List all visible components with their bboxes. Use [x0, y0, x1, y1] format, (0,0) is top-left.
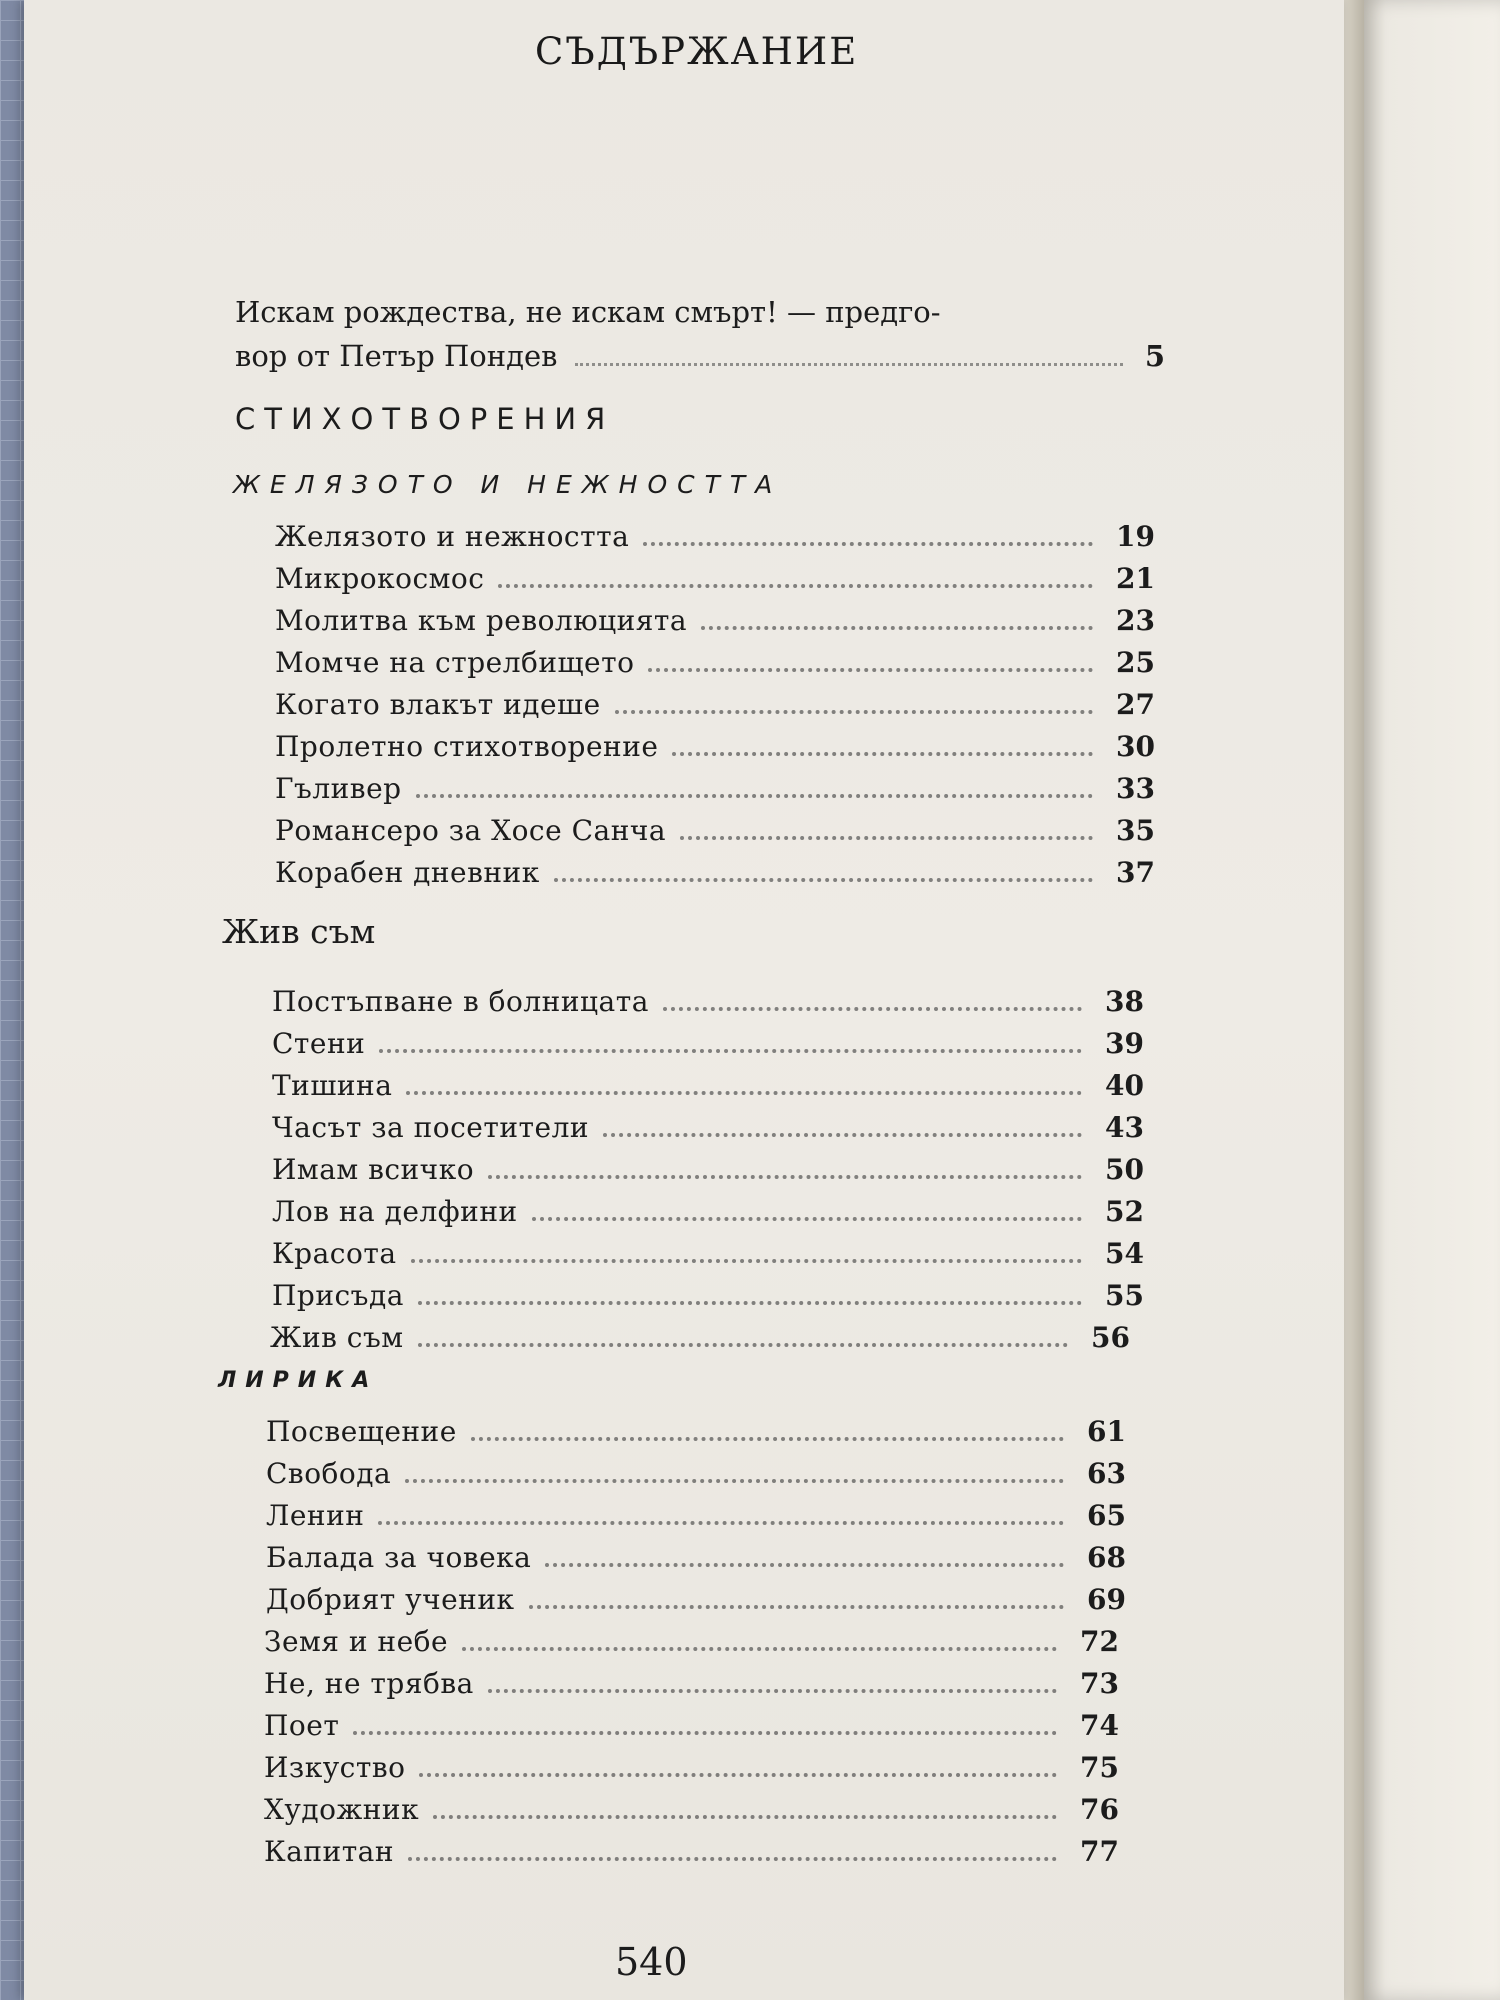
- dot-leader: [406, 1091, 1082, 1095]
- toc-entry-title: Постъпване в болницата: [272, 985, 649, 1018]
- page-folio: 540: [615, 1940, 688, 1984]
- toc-entry-page: 27: [1116, 688, 1155, 721]
- toc-entry: [275, 814, 1155, 856]
- toc-entry: [275, 520, 1155, 562]
- dot-leader: [680, 836, 1093, 840]
- toc-entry: [266, 1541, 1126, 1583]
- preface-entry: [235, 290, 1165, 378]
- toc-entry-title: Добрият ученик: [266, 1583, 515, 1616]
- next-page-edge: [1360, 0, 1500, 2000]
- toc-entry-page: 50: [1105, 1153, 1144, 1186]
- toc-entry-title: Не, не трябва: [264, 1667, 474, 1700]
- dot-leader: [378, 1521, 1064, 1525]
- toc-entry-title: Корабен дневник: [275, 856, 540, 889]
- dot-leader: [575, 363, 1122, 366]
- dot-leader: [532, 1217, 1082, 1221]
- toc-entry-title: Молитва към революцията: [275, 604, 688, 637]
- dot-leader: [488, 1175, 1082, 1179]
- dot-leader: [408, 1857, 1057, 1861]
- toc-entry: [272, 1111, 1144, 1153]
- toc-entry: [275, 772, 1155, 814]
- toc-entry: [264, 1625, 1119, 1667]
- toc-entry: [275, 730, 1155, 772]
- toc-entry-title: Стени: [272, 1027, 366, 1060]
- preface-line-2: вор от Петър Пондев: [235, 339, 558, 373]
- toc-entry: [266, 1457, 1126, 1499]
- toc-entry-title: Красота: [272, 1237, 397, 1270]
- toc-entry: [272, 1237, 1144, 1279]
- toc-entry: [275, 646, 1155, 688]
- toc-entry: [264, 1709, 1119, 1751]
- dot-leader: [672, 752, 1093, 756]
- toc-entry-title: Имам всичко: [272, 1153, 475, 1186]
- dot-leader: [498, 584, 1093, 588]
- toc-entry-title: Капитан: [264, 1835, 395, 1868]
- toc-entry: [266, 1415, 1126, 1457]
- toc-entry: [270, 1321, 1130, 1363]
- toc-entry: [272, 1027, 1144, 1069]
- page-title: СЪДЪРЖАНИЕ: [535, 30, 859, 73]
- toc-entry-title: Жив съм: [270, 1321, 404, 1354]
- section-heading-lyrics: ЛИРИКА: [218, 1368, 379, 1393]
- toc-entry-title: Художник: [264, 1793, 420, 1826]
- toc-entry-page: 72: [1080, 1625, 1119, 1658]
- toc-entry-page: 76: [1080, 1793, 1119, 1826]
- dot-leader: [379, 1049, 1082, 1053]
- toc-entry-title: Посвещение: [266, 1415, 457, 1448]
- toc-entry-title: Тишина: [272, 1069, 393, 1102]
- toc-entry-page: 37: [1116, 856, 1155, 889]
- toc-entry-page: 55: [1105, 1279, 1144, 1312]
- toc-entry-page: 65: [1087, 1499, 1126, 1532]
- toc-entry-page: 61: [1087, 1415, 1126, 1448]
- toc-entry-page: 40: [1105, 1069, 1144, 1102]
- toc-entry-title: Часът за посетители: [272, 1111, 590, 1144]
- dot-leader: [353, 1731, 1057, 1735]
- toc-entry: [264, 1793, 1119, 1835]
- dot-leader: [554, 878, 1093, 882]
- toc-entry-page: 33: [1116, 772, 1155, 805]
- toc-entry-title: Микрокосмос: [275, 562, 485, 595]
- toc-entry-page: 43: [1105, 1111, 1144, 1144]
- toc-entry-page: 25: [1116, 646, 1155, 679]
- preface-line-1: Искам рождества, не искам смърт! — предго-: [235, 295, 941, 329]
- toc-entry-page: 19: [1116, 520, 1155, 553]
- dot-leader: [419, 1773, 1057, 1777]
- dot-leader: [433, 1815, 1057, 1819]
- dot-leader: [416, 794, 1093, 798]
- toc-entry-title: Свобода: [266, 1457, 392, 1490]
- preface-page-number: 5: [1144, 339, 1165, 373]
- toc-entry-page: 75: [1080, 1751, 1119, 1784]
- section-heading-alive: Жив съм: [222, 912, 376, 951]
- toc-entry: [264, 1751, 1119, 1793]
- toc-entry-title: Романсеро за Хосе Санча: [275, 814, 667, 847]
- toc-entry: [272, 1069, 1144, 1111]
- toc-entry: [272, 1195, 1144, 1237]
- toc-entry-page: 23: [1116, 604, 1155, 637]
- toc-entry-page: 52: [1105, 1195, 1144, 1228]
- toc-entry: [266, 1583, 1126, 1625]
- toc-entry-title: Лов на делфини: [272, 1195, 518, 1228]
- dot-leader: [418, 1301, 1082, 1305]
- toc-entry-page: 74: [1080, 1709, 1119, 1742]
- toc-entry-page: 68: [1087, 1541, 1126, 1574]
- dot-leader: [663, 1007, 1082, 1011]
- toc-entry-title: Пролетно стихотворение: [275, 730, 659, 763]
- toc-entry: [272, 1153, 1144, 1195]
- dot-leader: [488, 1689, 1057, 1693]
- toc-entry: [272, 1279, 1144, 1321]
- toc-entry-page: 35: [1116, 814, 1155, 847]
- section-heading-poems: СТИХОТВОРЕНИЯ: [235, 402, 615, 436]
- dot-leader: [529, 1605, 1065, 1609]
- dot-leader: [471, 1437, 1064, 1441]
- dot-leader: [418, 1343, 1068, 1347]
- toc-entry: [275, 856, 1155, 898]
- dot-leader: [411, 1259, 1082, 1263]
- toc-entry-page: 63: [1087, 1457, 1126, 1490]
- dot-leader: [648, 668, 1093, 672]
- toc-entry-title: Момче на стрелбището: [275, 646, 635, 679]
- toc-entry-title: Изкуство: [264, 1751, 406, 1784]
- preface-line-2-row: [235, 334, 1165, 378]
- toc-entry-page: 39: [1105, 1027, 1144, 1060]
- toc-entry-page: 56: [1091, 1321, 1130, 1354]
- toc-entry-page: 69: [1087, 1583, 1126, 1616]
- toc-entry-page: 54: [1105, 1237, 1144, 1270]
- toc-entry-page: 21: [1116, 562, 1155, 595]
- toc-entry: [272, 985, 1144, 1027]
- dot-leader: [603, 1133, 1082, 1137]
- toc-entry-title: Гъливер: [275, 772, 402, 805]
- toc-entry: [275, 688, 1155, 730]
- toc-entry: [264, 1667, 1119, 1709]
- toc-entry: [275, 604, 1155, 646]
- toc-entry: [275, 562, 1155, 604]
- toc-entry-page: 30: [1116, 730, 1155, 763]
- toc-entry-title: Присъда: [272, 1279, 404, 1312]
- toc-entry-title: Когато влакът идеше: [275, 688, 601, 721]
- dot-leader: [545, 1563, 1064, 1567]
- toc-entry-title: Балада за човека: [266, 1541, 532, 1574]
- dot-leader: [405, 1479, 1064, 1483]
- dot-leader: [701, 626, 1093, 630]
- toc-entry-title: Ленин: [266, 1499, 365, 1532]
- toc-entry-page: 38: [1105, 985, 1144, 1018]
- dot-leader: [615, 710, 1093, 714]
- toc-entry-title: Земя и небе: [264, 1625, 449, 1658]
- toc-entry: [266, 1499, 1126, 1541]
- toc-entry: [264, 1835, 1119, 1877]
- toc-entry-title: Желязото и нежността: [275, 520, 630, 553]
- section-heading-iron: ЖЕЛЯЗОТО И НЕЖНОСТТА: [233, 470, 783, 499]
- dot-leader: [643, 542, 1093, 546]
- toc-entry-page: 77: [1080, 1835, 1119, 1868]
- toc-entry-title: Поет: [264, 1709, 340, 1742]
- toc-entry-page: 73: [1080, 1667, 1119, 1700]
- dot-leader: [462, 1647, 1057, 1651]
